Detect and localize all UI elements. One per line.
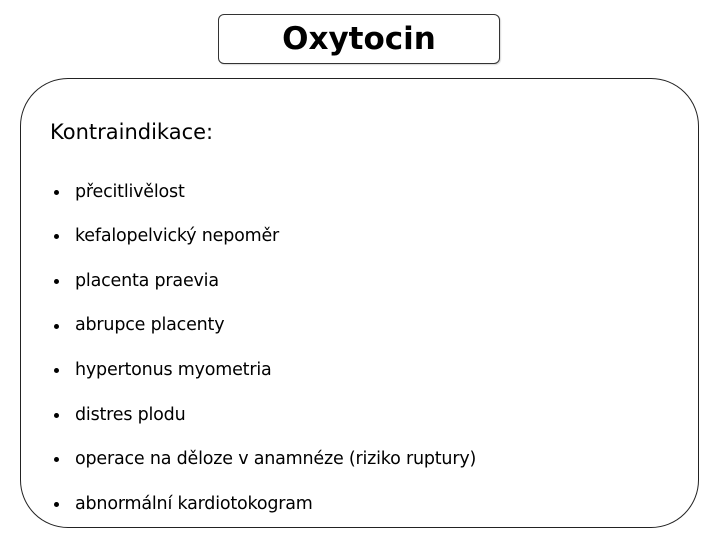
list-item [54, 348, 476, 393]
list-item-text: distres plodu [75, 404, 186, 425]
bullet-icon [54, 368, 59, 373]
list-item-text: abnormální kardiotokogram [75, 493, 313, 514]
list-item [54, 482, 476, 527]
content-box [20, 78, 699, 528]
bullet-icon [54, 457, 59, 462]
slide-title: Oxytocin [282, 20, 436, 57]
bullet-icon [54, 190, 59, 195]
section-heading: Kontraindikace: [50, 120, 214, 144]
list-item [54, 304, 476, 349]
title-box [218, 14, 500, 64]
list-item [54, 215, 476, 260]
bullet-icon [54, 502, 59, 507]
list-item [54, 393, 476, 438]
list-item [54, 170, 476, 215]
bullet-list [54, 170, 476, 527]
bullet-icon [54, 413, 59, 418]
list-item-text: přecitlivělost [75, 181, 185, 202]
list-item-text: abrupce placenty [75, 315, 225, 336]
list-item-text: hypertonus myometria [75, 359, 272, 380]
list-item-text: kefalopelvický nepoměr [75, 226, 280, 247]
list-item-text: placenta praevia [75, 270, 219, 291]
bullet-icon [54, 279, 59, 284]
bullet-icon [54, 234, 59, 239]
bullet-icon [54, 324, 59, 329]
list-item-text: operace na děloze v anamnéze (riziko ruptury) [75, 449, 477, 470]
list-item [54, 259, 476, 304]
list-item [54, 438, 476, 483]
